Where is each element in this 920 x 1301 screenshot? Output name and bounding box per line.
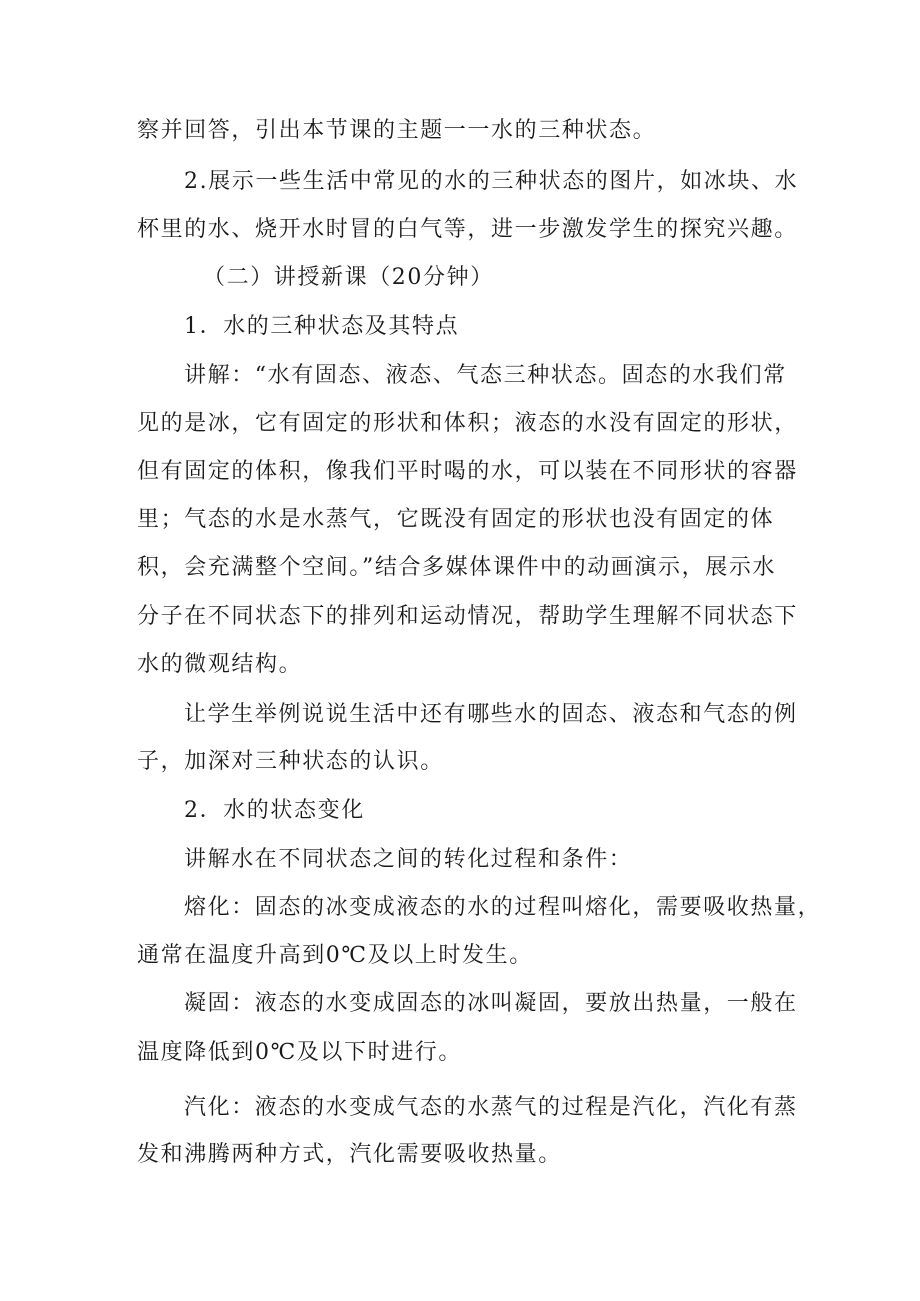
text-line-21: 汽化：液态的水变成气态的水蒸气的过程是汽化，汽化有蒸 <box>184 1095 798 1120</box>
text-line-22: 发和沸腾两种方式，汽化需要吸收热量。 <box>137 1142 562 1167</box>
text-line-11: 分子在不同状态下的排列和运动情况，帮助学生理解不同状态下 <box>137 604 798 629</box>
text-line-1: 察并回答，引出本节课的主题一一水的三种状态。 <box>137 118 657 143</box>
text-line-7: 见的是冰，它有固定的形状和体积；液态的水没有固定的形状， <box>137 411 798 436</box>
subheading-1: 1．水的三种状态及其特点 <box>184 314 460 339</box>
text-line-6: 讲解：“水有固态、液态、气态三种状态。固态的水我们常 <box>184 363 787 388</box>
text-line-2: 2.展示一些生活中常见的水的三种状态的图片，如冰块、水 <box>184 169 799 194</box>
text-line-16: 讲解水在不同状态之间的转化过程和条件： <box>184 847 633 872</box>
section-heading-2: （二）讲授新课（20分钟） <box>203 265 494 290</box>
text-line-13: 让学生举例说说生活中还有哪些水的固态、液态和气态的例 <box>184 702 798 727</box>
text-line-18: 通常在温度升高到0℃及以上时发生。 <box>137 943 533 968</box>
text-line-8: 但有固定的体积，像我们平时喝的水，可以装在不同形状的容器 <box>137 459 798 484</box>
text-line-20: 温度降低到0℃及以下时进行。 <box>137 1040 463 1065</box>
text-line-19: 凝固：液态的水变成固态的冰叫凝固，要放出热量，一般在 <box>184 991 798 1016</box>
text-line-12: 水的微观结构。 <box>137 652 303 677</box>
subheading-2: 2．水的状态变化 <box>184 798 365 823</box>
text-line-10: 积，会充满整个空间。”结合多媒体课件中的动画演示，展示水 <box>137 555 777 580</box>
text-line-3: 杯里的水、烧开水时冒的白气等，进一步激发学生的探究兴趣。 <box>137 217 798 242</box>
text-line-17: 熔化：固态的冰变成液态的水的过程叫熔化，需要吸收热量， <box>184 895 822 920</box>
text-line-14: 子，加深对三种状态的认识。 <box>137 749 444 774</box>
text-line-9: 里；气态的水是水蒸气，它既没有固定的形状也没有固定的体 <box>137 507 775 532</box>
